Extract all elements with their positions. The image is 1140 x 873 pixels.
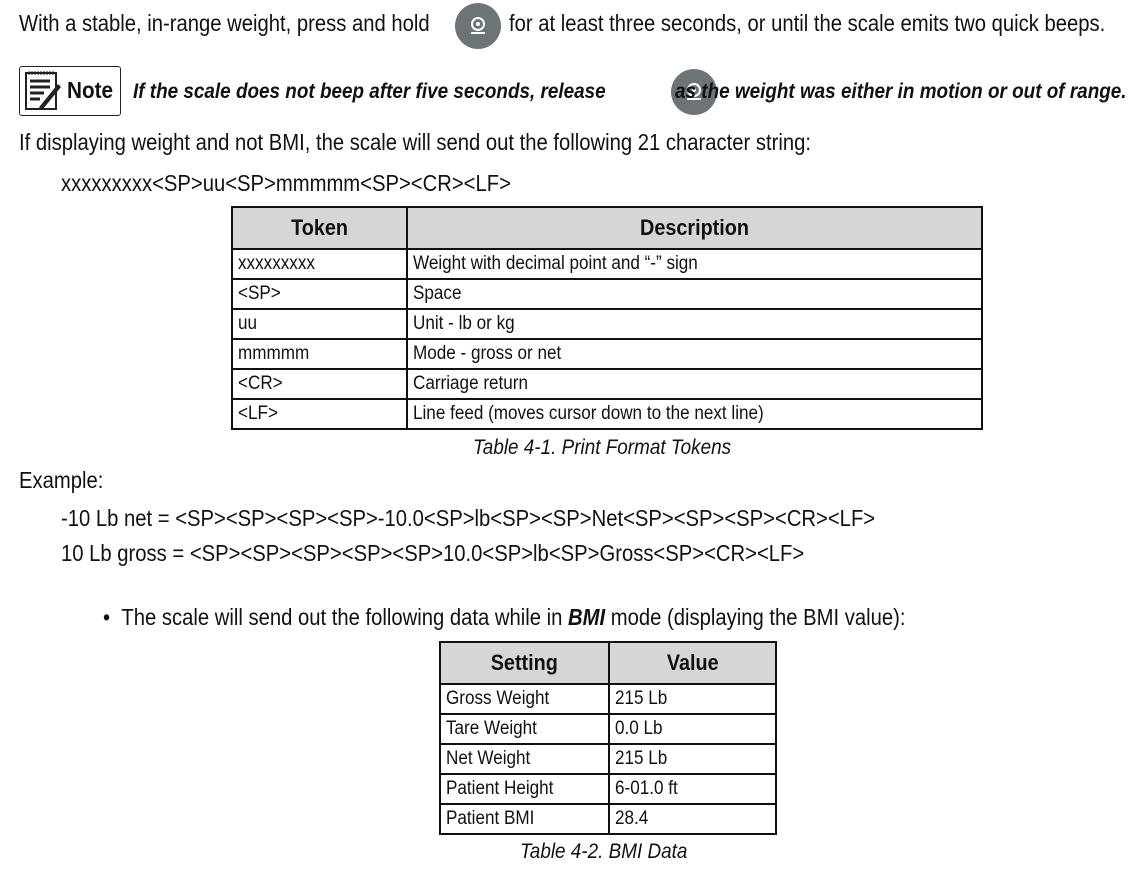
- description-cell: Space: [407, 279, 982, 309]
- bullet-emphasis: BMI: [567, 604, 606, 630]
- description-cell: Mode - gross or net: [407, 339, 982, 369]
- bullet-text-end: mode (displaying the BMI value):: [610, 604, 906, 630]
- format-string: xxxxxxxxx<SP>uu<SP>mmmmm<SP><CR><LF>: [61, 170, 511, 196]
- example-line-gross: 10 Lb gross = <SP><SP><SP><SP><SP>10.0<SP>lb<SP>Gross<SP><CR><LF>: [61, 540, 805, 566]
- token-cell: xxxxxxxxx: [232, 249, 407, 279]
- table-row: [440, 714, 776, 744]
- example-line-net: -10 Lb net = <SP><SP><SP><SP>-10.0<SP>lb<SP><SP>Net<SP><SP><SP><CR><LF>: [61, 505, 876, 531]
- bullet-item: [103, 604, 905, 631]
- token-cell: <SP>: [232, 279, 407, 309]
- table-caption: Table 4-1. Print Format Tokens: [473, 436, 732, 459]
- token-cell: mmmmm: [232, 339, 407, 369]
- setting-cell: Gross Weight: [440, 684, 609, 714]
- description-cell: Weight with decimal point and “-” sign: [407, 249, 982, 279]
- table-header-row: [440, 642, 776, 684]
- token-cell: <CR>: [232, 369, 407, 399]
- setting-cell: Patient Height: [440, 774, 609, 804]
- column-header-setting: Setting: [440, 642, 609, 684]
- bullet-marker: •: [103, 604, 122, 630]
- note-box: [19, 66, 121, 116]
- instruction-text-end: for at least three seconds, or until the scale emits two quick beeps.: [509, 10, 1106, 36]
- table-row: [232, 249, 982, 279]
- table-row: [232, 399, 982, 429]
- example-label: Example:: [19, 467, 104, 493]
- table-caption: Table 4-2. BMI Data: [520, 840, 688, 863]
- table-row: [440, 774, 776, 804]
- bullet-text-start: The scale will send out the following data while in: [121, 604, 563, 630]
- table-row: [440, 684, 776, 714]
- token-cell: uu: [232, 309, 407, 339]
- value-cell: 28.4: [609, 804, 776, 834]
- column-header-description: Description: [407, 207, 982, 249]
- table-row: [440, 804, 776, 834]
- bmi-data-table: [439, 641, 777, 835]
- column-header-token: Token: [232, 207, 407, 249]
- note-text-start: If the scale does not beep after five seconds, release: [133, 80, 606, 103]
- value-cell: 215 Lb: [609, 684, 776, 714]
- token-cell: <LF>: [232, 399, 407, 429]
- instruction-text-start: With a stable, in-range weight, press and hold: [19, 10, 430, 36]
- notepad-pencil-icon: [24, 70, 62, 117]
- description-cell: Carriage return: [407, 369, 982, 399]
- print-key-icon: [455, 3, 501, 49]
- setting-cell: Net Weight: [440, 744, 609, 774]
- column-header-value: Value: [609, 642, 776, 684]
- print-format-tokens-table: [231, 206, 983, 430]
- table-row: [440, 744, 776, 774]
- description-cell: Unit - lb or kg: [407, 309, 982, 339]
- instruction-paragraph: [19, 10, 430, 37]
- setting-cell: Tare Weight: [440, 714, 609, 744]
- table-row: [232, 369, 982, 399]
- table-header-row: [232, 207, 982, 249]
- output-description: If displaying weight and not BMI, the scale will send out the following 21 character string:: [19, 129, 812, 155]
- setting-cell: Patient BMI: [440, 804, 609, 834]
- table-row: [232, 309, 982, 339]
- table-row: [232, 279, 982, 309]
- description-cell: Line feed (moves cursor down to the next line): [407, 399, 982, 429]
- note-text-end: as the weight was either in motion or out of range.: [675, 80, 1127, 103]
- table-row: [232, 339, 982, 369]
- value-cell: 0.0 Lb: [609, 714, 776, 744]
- note-label: Note: [67, 77, 114, 103]
- value-cell: 6-01.0 ft: [609, 774, 776, 804]
- value-cell: 215 Lb: [609, 744, 776, 774]
